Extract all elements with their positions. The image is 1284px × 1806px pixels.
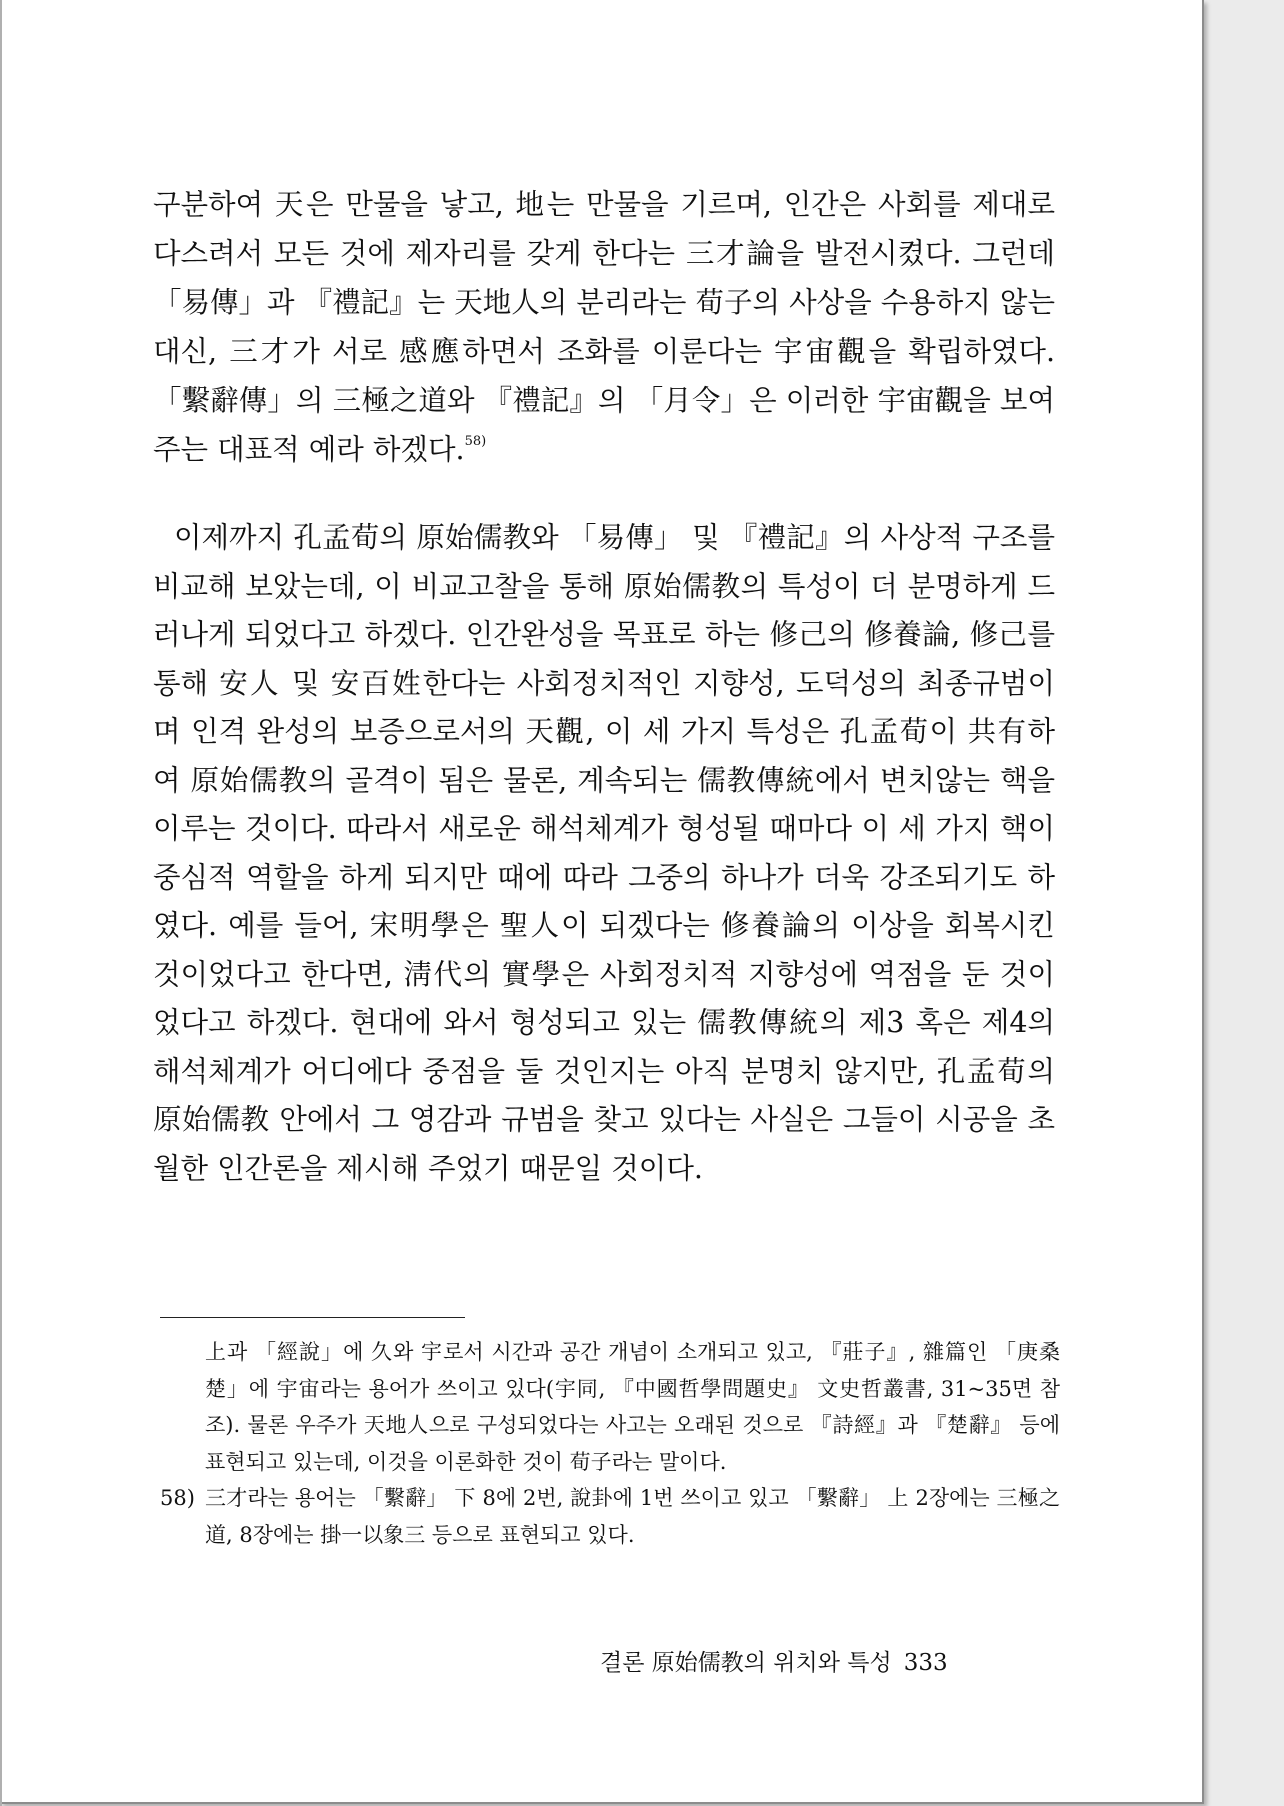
footnotes [160,1334,1060,1553]
paragraph [153,180,1055,474]
footnote-divider [160,1317,465,1318]
running-footer [600,1644,1030,1677]
footnote-reference: 58) [464,434,487,449]
footnote-number: 58) [160,1486,195,1510]
footnote-continuation: 上과 「經說」에 久와 宇로서 시간과 공간 개념이 소개되고 있고, 『莊子』, 雜篇인 「庚桑楚」에 宇宙라는 용어가 쓰이고 있다(宇同, 『中國哲學問題史』 文史哲叢書, 31~35면 참조). 물론 우주가 天地人으로 구성되었다는 사고는 오래된 것으로 『詩經』과 『楚辭』 등에 표현되고 있는데, 이것을 이론화한 것이 荀子라는 말이다. [205,1340,1060,1474]
footnote-58 [160,1480,1060,1553]
running-footer-title: 결론 原始儒教의 위치와 특성 [600,1650,892,1676]
footnote-text: 三才라는 용어는 「繫辭」 下 8에 2번, 說卦에 1번 쓰이고 있고 「繫辭」 上 2장에는 三極之道, 8장에는 掛一以象三 등으로 표현되고 있다. [205,1486,1060,1547]
main-text [153,180,1055,1193]
paragraph: 이제까지 孔孟荀의 原始儒教와 「易傳」 및 『禮記』의 사상적 구조를 비교해 보았는데, 이 비교고찰을 통해 原始儒教의 특성이 더 분명하게 드러나게 되었다고 하겠다. 인간완성을 목표로 하는 修己의 修養論, 修己를 통해 安人 및 安百姓한다는 사회정치적인 지향성, 도덕성의 최종규범이며 인격 완성의 보증으로서의 天觀, 이 세 가지 특성은 孔孟荀이 共有하여 原始儒教의 골격이 됨은 물론, 계속되는 儒教傳統에서 변치않는 핵을 이루는 것이다. 따라서 새로운 해석체계가 형성될 때마다 이 세 가지 핵이 중심적 역할을 하게 되지만 때에 따라 그중의 하나가 더욱 강조되기도 하였다. 예를 들어, 宋明學은 聖人이 되겠다는 修養論의 이상을 회복시킨 것이었다고 한다면, 淸代의 實學은 사회정치적 지향성에 역점을 둔 것이었다고 하겠다. 현대에 와서 형성되고 있는 儒教傳統의 제3 혹은 제4의 해석체계가 어디에다 중점을 둘 것인지는 아직 분명치 않지만, 孔孟荀의 原始儒教 안에서 그 영감과 규범을 찾고 있다는 사실은 그들이 시공을 초월한 인간론을 제시해 주었기 때문일 것이다. [153,521,1055,1185]
page-left-edge [0,0,2,1806]
page-number: 333 [903,1650,948,1676]
paragraph-text: 구분하여 天은 만물을 낳고, 地는 만물을 기르며, 인간은 사회를 제대로 다스려서 모든 것에 제자리를 갖게 한다는 三才論을 발전시켰다. 그런데 「易傳」과 『禮記』는 天地人의 분리라는 荀子의 사상을 수용하지 않는 대신, 三才가 서로 感應하면서 조화를 이룬다는 宇宙觀을 확립하였다. 「繫辭傳」의 三極之道와 『禮記』의 「月令」은 이러한 宇宙觀을 보여주는 대표적 예라 하겠다. [153,188,1055,466]
